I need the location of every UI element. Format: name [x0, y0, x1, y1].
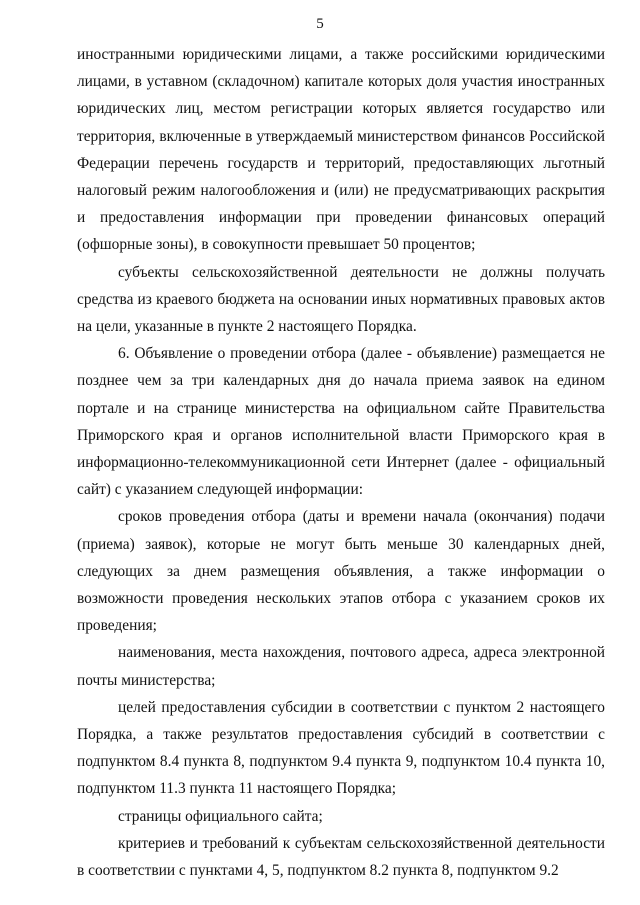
paragraph-selection-announcement: 6. Объявление о проведении отбора (далее - объявление) размещается не позднее чем за три календарных дня до начала приема заявок на едином портале и на странице министерства на официальном сайте Правительства Приморского края и органов исполнительной власти Приморского края в информационно-телекоммуникационной сети Интернет (далее - официальный сайт) с указанием следующей информации: [77, 345, 605, 499]
paragraph-selection-deadlines: сроков проведения отбора (даты и времени начала (окончания) подачи (приема) заявок), которые не могут быть меньше 30 календарных дней, следующих за днем размещения объявления, а также информации о возможности проведения нескольких этапов отбора с указанием сроков их проведения; [77, 508, 605, 635]
paragraph-foreign-entities: иностранными юридическими лицами, а также российскими юридическими лицами, в уставном (складочном) капитале которых доля участия иностранных юридических лиц, местом регистрации которых является государство или территория, включенные в утверждаемый министерством финансов Российской Федерации перечень государств и территорий, предоставляющих льготный налоговый режим налогообложения и (или) не предусматривающих раскрытия и предоставления информации при проведении финансовых операций (офшорные зоны), в совокупности превышает 50 процентов; [77, 46, 605, 254]
document-body [77, 41, 605, 884]
paragraph-criteria-requirements: критериев и требований к субъектам сельскохозяйственной деятельности в соответствии с пунктами 4, 5, подпунктом 8.2 пункта 8, подпунктом 9.2 [77, 834, 605, 880]
page-number: 5 [316, 16, 324, 32]
paragraph-official-site-page: страницы официального сайта; [118, 807, 323, 825]
paragraph-ministry-contacts: наименования, места нахождения, почтового адреса, адреса электронной почты министерства; [77, 644, 605, 689]
paragraph-subsidy-goals: целей предоставления субсидии в соответствии с пунктом 2 настоящего Порядка, а также результатов предоставления субсидий в соответствии с подпунктом 8.4 пункта 8, подпунктом 9.4 пункта 9, подпунктом 10.4 пункта 10, подпунктом 11.3 пункта 11 настоящего Порядка; [77, 698, 605, 798]
paragraph-no-other-funding: субъекты сельскохозяйственной деятельности не должны получать средства из краевого бюджета на основании иных нормативных правовых актов на цели, указанные в пункте 2 настоящего Порядка. [77, 263, 605, 336]
